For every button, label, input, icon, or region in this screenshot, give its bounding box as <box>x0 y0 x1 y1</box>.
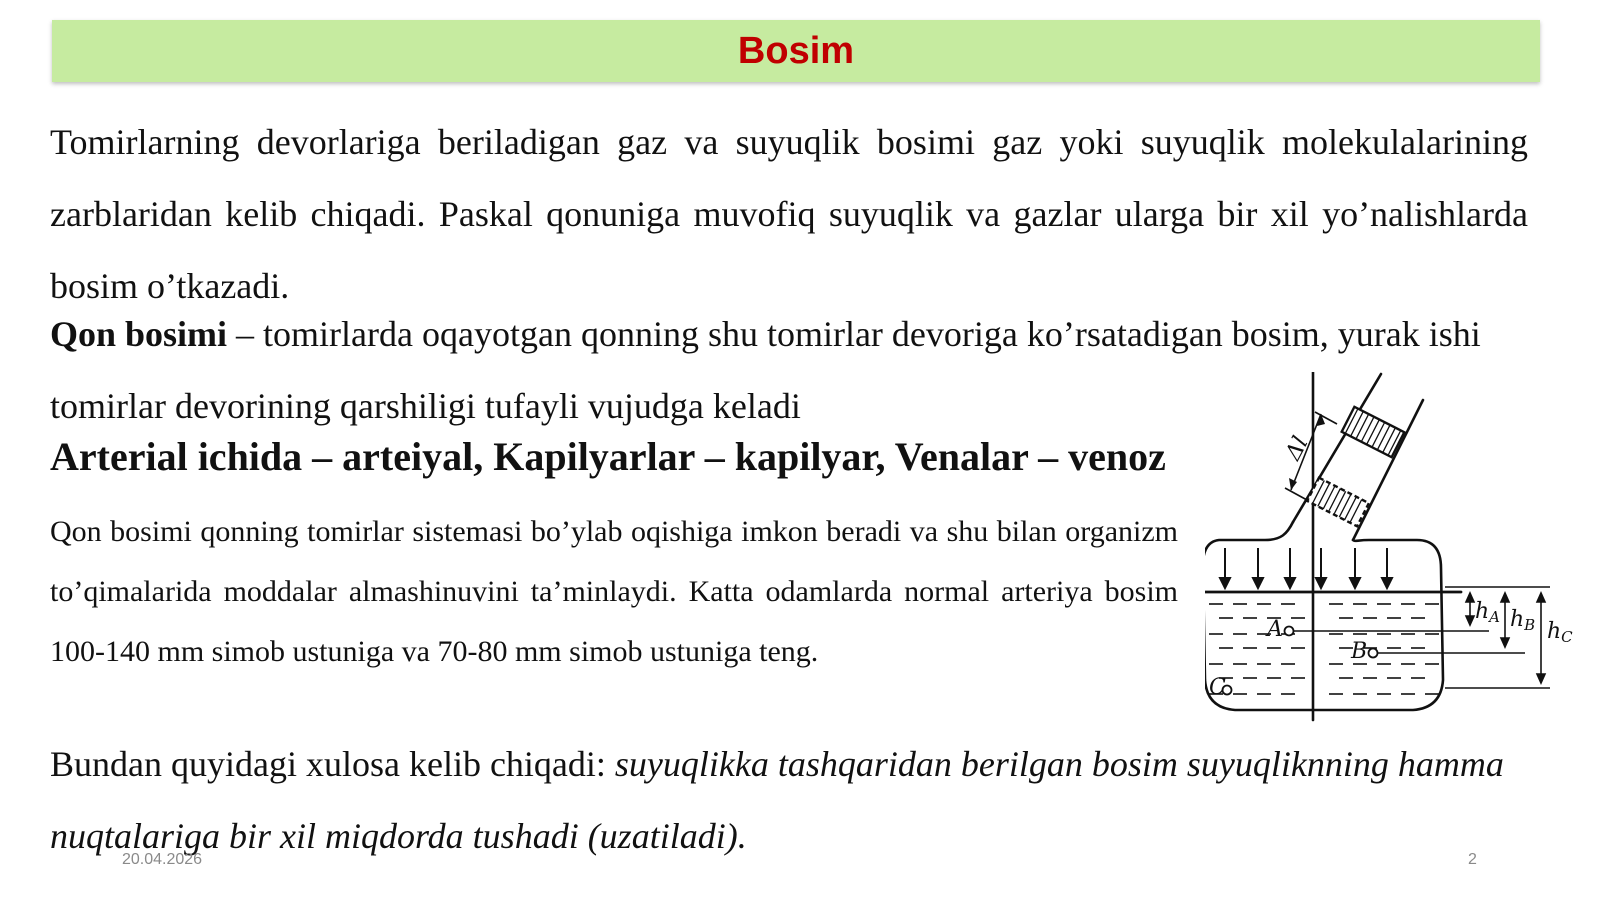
point-b-label: B <box>1351 639 1368 664</box>
slide-title-bar <box>52 20 1540 82</box>
paragraph-blood-pressure-role: Qon bosimi qonning tomirlar sistemasi bo’ylab oqishiga imkon beradi va shu bilan organizm to’qimalarida moddalar almashinuvini ta’minlaydi. Katta odamlarda normal arteriya bosim 100-140 mm simob ustuniga va 70-80 mm simob ustuniga teng. <box>50 515 1178 668</box>
height-c-label: hC <box>1547 619 1573 646</box>
slide-title: Bosim <box>737 29 855 72</box>
pascal-law-vessel-diagram <box>1205 372 1595 744</box>
point-b <box>1369 649 1378 658</box>
point-a <box>1285 627 1294 636</box>
blood-pressure-definition: – tomirlarda oqayotgan qonning shu tomirlar devoriga ko’rsatadigan bosim, yurak ishi tomirlar devorining qarshiligi tufayli vujudga keladi <box>50 314 1481 426</box>
paragraph-conclusion <box>50 728 1580 872</box>
footer-date: 20.04.2026 <box>122 851 203 868</box>
height-a-label: hA <box>1475 599 1501 626</box>
paragraph-pressure-types: Arterial ichida – arteiyal, Kapilyarlar – kapilyar, Venalar – venoz <box>50 434 1166 479</box>
point-a-label: A <box>1267 617 1283 642</box>
lower-piston <box>1307 478 1369 527</box>
upper-piston <box>1342 407 1405 457</box>
footer-page-number: 2 <box>1468 851 1477 868</box>
term-blood-pressure: Qon bosimi <box>50 314 228 354</box>
conclusion-statement: suyuqlikka tashqaridan berilgan bosim suyuqliknning hamma nuqtalariga bir xil miqdorda tushadi (uzatiladi). <box>50 744 1504 856</box>
point-c-label: C <box>1209 675 1226 700</box>
delta-l-label: Δl <box>1280 432 1314 465</box>
vessel-outline <box>1205 522 1443 710</box>
conclusion-lead: Bundan quyidagi xulosa kelib chiqadi: <box>50 744 615 784</box>
height-b-label: hB <box>1510 607 1536 634</box>
paragraph-pressure-definition: Tomirlarning devorlariga beriladigan gaz va suyuqlik bosimi gaz yoki suyuqlik molekulalarining zarblaridan kelib chiqadi. Paskal qonuniga muvofiq suyuqlik va gazlar ularga bir xil yo’nalishlarda bosim o’tkazadi. <box>50 122 1528 306</box>
liquid-hatching <box>1209 604 1439 694</box>
